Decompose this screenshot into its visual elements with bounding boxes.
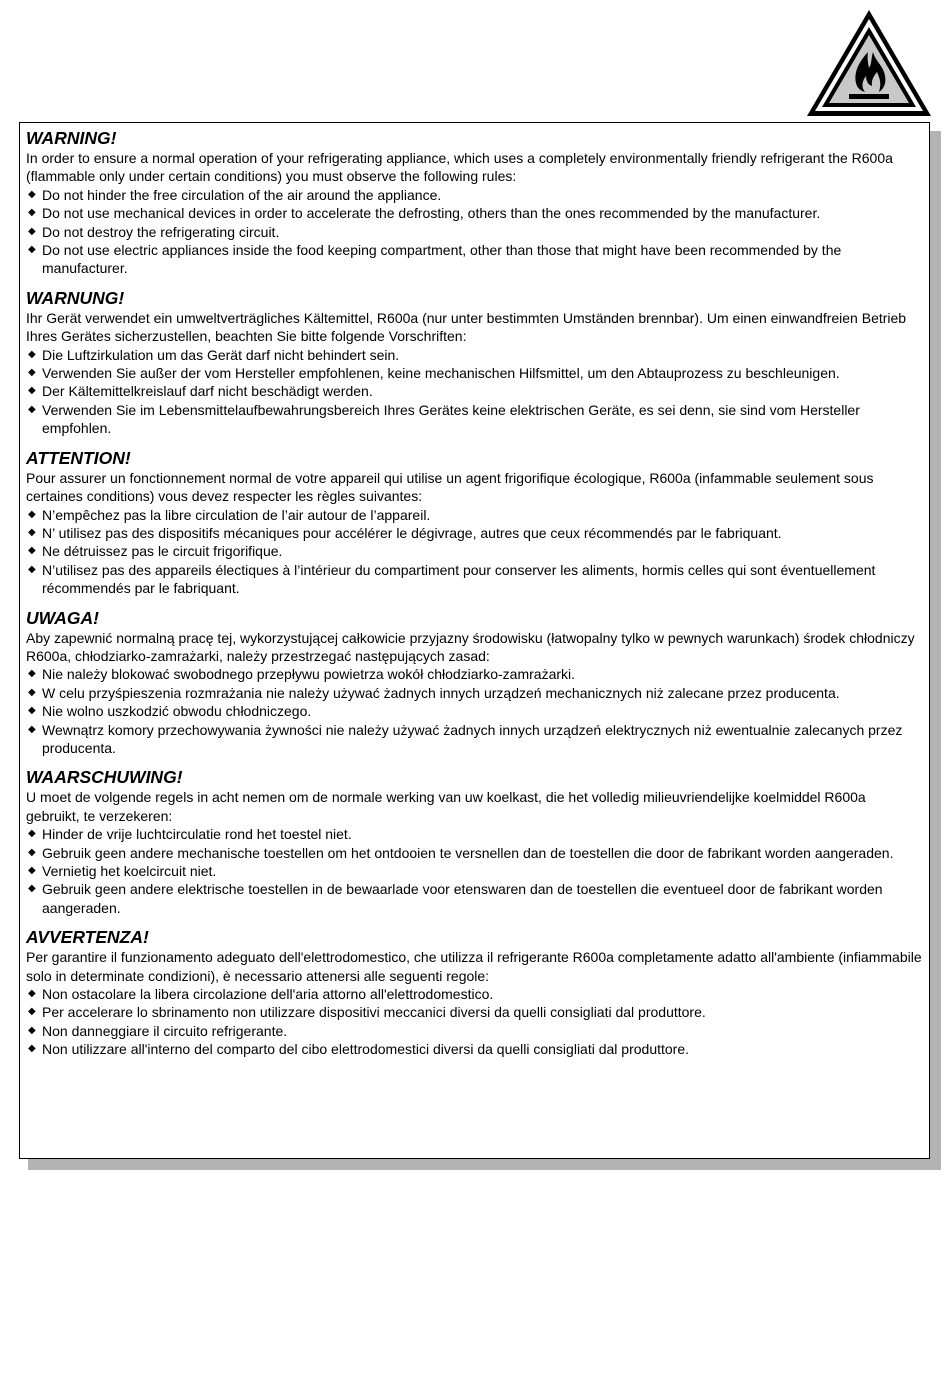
diamond-bullet-icon: ◆: [28, 225, 36, 237]
diamond-bullet-icon: ◆: [28, 563, 36, 575]
language-section-3: [26, 448, 923, 598]
rules-list: [26, 665, 923, 757]
rule-item: [26, 382, 923, 400]
rules-list: [26, 346, 923, 438]
rules-list: [26, 506, 923, 598]
language-section-2: [26, 288, 923, 438]
safety-notice-box: [19, 122, 930, 1159]
rule-text: Ne détruissez pas le circuit frigorifique.: [42, 543, 283, 560]
section-title: WAARSCHUWING!: [26, 767, 183, 788]
rule-item: [26, 401, 923, 438]
diamond-bullet-icon: ◆: [28, 545, 36, 557]
rule-text: Hinder de vrije luchtcirculatie rond het toestel niet.: [42, 826, 352, 843]
flammable-warning-icon: [805, 8, 933, 120]
diamond-bullet-icon: ◆: [28, 828, 36, 840]
rule-item: [26, 985, 923, 1003]
diamond-bullet-icon: ◆: [28, 367, 36, 379]
diamond-bullet-icon: ◆: [28, 244, 36, 256]
rule-text: W celu przyśpieszenia rozmrażania nie należy używać żadnych innych urządzeń mechanicznych niż zalecane przez producenta.: [42, 684, 840, 701]
rule-text: Verwenden Sie außer der vom Hersteller empfohlenen, keine mechanischen Hilfsmittel, um den Abtauprozess zu beschleunigen.: [42, 365, 840, 382]
diamond-bullet-icon: ◆: [28, 1043, 36, 1055]
rule-item: [26, 1003, 923, 1021]
language-section-4: [26, 608, 923, 758]
rule-text: Der Kältemittelkreislauf darf nicht beschädigt werden.: [42, 383, 373, 400]
rule-item: [26, 880, 923, 917]
diamond-bullet-icon: ◆: [28, 705, 36, 717]
diamond-bullet-icon: ◆: [28, 723, 36, 735]
section-title: AVVERTENZA!: [26, 927, 149, 948]
rule-text: Verwenden Sie im Lebensmittelaufbewahrungsbereich Ihres Gerätes keine elektrischen Geräte, es sei denn, sie sind vom Hersteller empfohlen.: [42, 401, 860, 437]
diamond-bullet-icon: ◆: [28, 846, 36, 858]
rule-text: N’empêchez pas la libre circulation de l’air autour de l’appareil.: [42, 506, 431, 523]
rule-item: [26, 223, 923, 241]
rule-text: Do not use mechanical devices in order to accelerate the defrosting, others than the ones recommended by the manufacturer.: [42, 205, 821, 222]
diamond-bullet-icon: ◆: [28, 188, 36, 200]
rule-item: [26, 665, 923, 683]
rule-text: N’ utilisez pas des dispositifs mécaniques pour accélérer le dégivrage, autres que ceux récommendés par le fabriquant.: [42, 524, 782, 541]
rule-text: N’utilisez pas des appareils électiques à l’intérieur du compartiment pour conserver les aliments, hormis celles qui sont éventuellement récommendés par le fabriquant.: [42, 561, 876, 597]
diamond-bullet-icon: ◆: [28, 207, 36, 219]
rule-item: [26, 1040, 923, 1058]
rule-item: [26, 684, 923, 702]
diamond-bullet-icon: ◆: [28, 508, 36, 520]
rule-item: [26, 862, 923, 880]
diamond-bullet-icon: ◆: [28, 988, 36, 1000]
rule-item: [26, 204, 923, 222]
diamond-bullet-icon: ◆: [28, 686, 36, 698]
section-title: WARNING!: [26, 128, 117, 148]
section-intro: Per garantire il funzionamento adeguato dell'elettrodomestico, che utilizza il refrigerante R600a completamente adatto all'ambiente (infiammabile solo in determinate condizioni), è necessario attenersi alle seguenti regole:: [26, 949, 922, 984]
rule-item: [26, 844, 923, 862]
diamond-bullet-icon: ◆: [28, 1006, 36, 1018]
rule-item: [26, 506, 923, 524]
rule-text: Non danneggiare il circuito refrigerante.: [42, 1022, 288, 1039]
diamond-bullet-icon: ◆: [28, 883, 36, 895]
rule-item: [26, 542, 923, 560]
rule-item: [26, 364, 923, 382]
section-intro: Pour assurer un fonctionnement normal de votre appareil qui utilise un agent frigorifique écologique, R600a (infammable seulement sous certaines conditions) vous devez respecter les règles suivantes:: [26, 469, 874, 505]
rules-list: [26, 825, 923, 917]
rule-item: [26, 186, 923, 204]
language-section-1: [26, 128, 923, 278]
rule-item: [26, 241, 923, 278]
rule-text: Non utilizzare all'interno del comparto del cibo elettrodomestici diversi da quelli consigliati dal produttore.: [42, 1041, 690, 1058]
rule-text: Gebruik geen andere elektrische toestellen in de bewaarlade voor etenswaren dan de toestellen die eventueel door de fabrikant worden aangeraden.: [42, 881, 883, 916]
section-title: WARNUNG!: [26, 287, 125, 308]
section-title: UWAGA!: [26, 607, 99, 628]
section-intro: U moet de volgende regels in acht nemen om de normale werking van uw koelkast, die het volledig milieuvriendelijke koelmiddel R600a gebruikt, te verzekeren:: [26, 789, 866, 824]
rule-item: [26, 346, 923, 364]
rule-item: [26, 825, 923, 843]
rule-text: Do not destroy the refrigerating circuit.: [42, 223, 280, 240]
rule-text: Do not hinder the free circulation of the air around the appliance.: [42, 186, 442, 203]
rules-list: [26, 186, 923, 278]
diamond-bullet-icon: ◆: [28, 403, 36, 415]
rule-text: Wewnątrz komory przechowywania żywności nie należy używać żadnych innych urządzeń elektrycznych niż ewentualnie zalecanych przez producenta.: [42, 721, 903, 756]
rule-text: Gebruik geen andere mechanische toestellen om het ontdooien te versnellen dan de toestellen die door de fabrikant worden aangeraden.: [42, 844, 894, 861]
rule-text: Non ostacolare la libera circolazione dell'aria attorno all'elettrodomestico.: [42, 986, 494, 1003]
diamond-bullet-icon: ◆: [28, 385, 36, 397]
language-section-6: [26, 927, 923, 1058]
rule-item: [26, 721, 923, 758]
rule-text: Vernietig het koelcircuit niet.: [42, 863, 217, 879]
diamond-bullet-icon: ◆: [28, 865, 36, 876]
section-intro: In order to ensure a normal operation of your refrigerating appliance, which uses a completely environmentally friendly refrigerant the R600a (flammable only under certain conditions) you must observe the following rules:: [26, 150, 893, 185]
rules-list: [26, 985, 923, 1059]
rule-text: Die Luftzirkulation um das Gerät darf nicht behindert sein.: [42, 346, 400, 363]
language-section-5: [26, 767, 923, 917]
rule-item: [26, 702, 923, 720]
rule-item: [26, 561, 923, 598]
rule-text: Do not use electric appliances inside the food keeping compartment, other than those that might have been recommended by the manufacturer.: [42, 242, 842, 277]
section-intro: Ihr Gerät verwendet ein umweltverträgliches Kältemittel, R600a (nur unter bestimmten Umständen brennbar). Um einen einwandfreien Betrieb Ihres Gerätes sicherzustellen, beachten Sie bitte folgende Vorschriften:: [26, 309, 907, 345]
section-intro: Aby zapewnić normalną pracę tej, wykorzystującej całkowicie przyjazny środowisku (łatwopalny tylko w pewnych warunkach) środek chłodniczy R600a, chłodziarko-zamrażarki, należy przestrzegać następujących zasad:: [26, 629, 915, 664]
diamond-bullet-icon: ◆: [28, 668, 36, 680]
rule-text: Nie należy blokować swobodnego przepływu powietrza wokół chłodziarko-zamrażarki.: [42, 666, 576, 683]
diamond-bullet-icon: ◆: [28, 526, 36, 538]
diamond-bullet-icon: ◆: [28, 1024, 36, 1036]
rule-item: [26, 524, 923, 542]
section-title: ATTENTION!: [26, 447, 131, 468]
rule-text: Per accelerare lo sbrinamento non utilizzare dispositivi meccanici diversi da quelli consigliati dal produttore.: [42, 1004, 706, 1021]
rule-item: [26, 1022, 923, 1040]
diamond-bullet-icon: ◆: [28, 348, 36, 360]
rule-text: Nie wolno uszkodzić obwodu chłodniczego.: [42, 703, 312, 720]
